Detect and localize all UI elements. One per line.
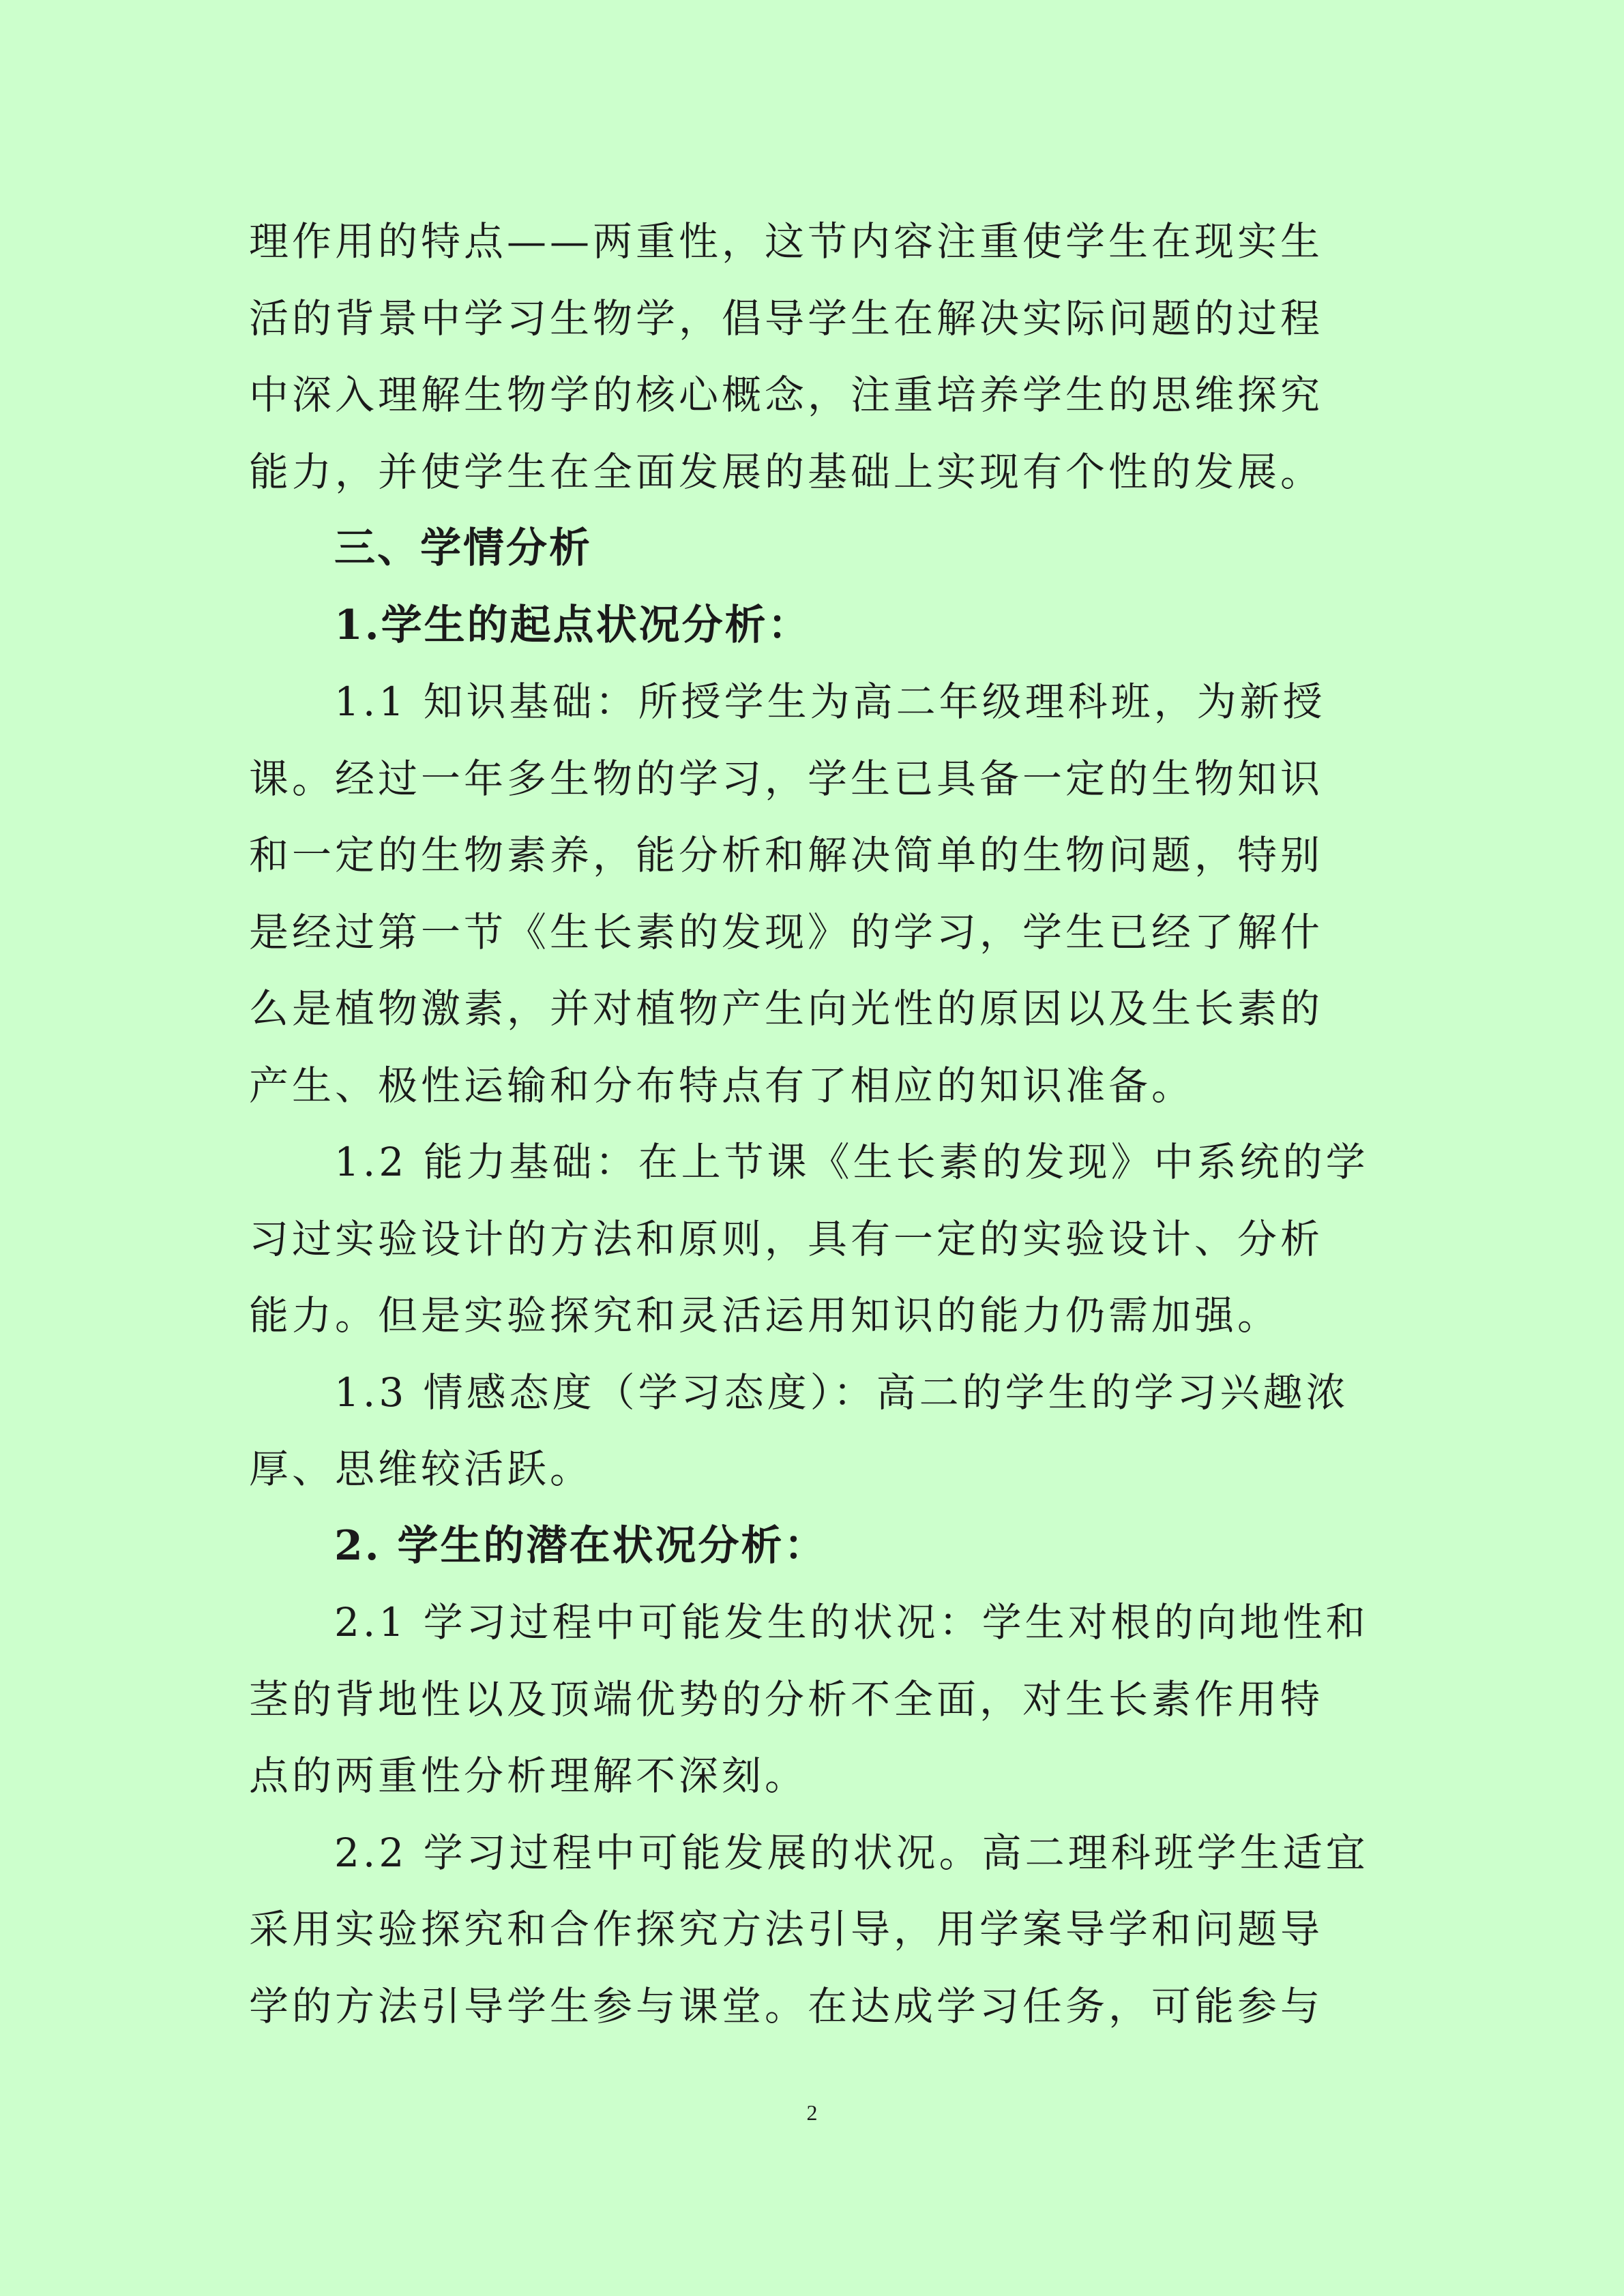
text-line: 习过实验设计的方法和原则，具有一定的实验设计、分析 bbox=[249, 1215, 1324, 1262]
paragraph-2-1 bbox=[249, 1584, 1368, 1815]
text-line: 厚、思维较活跃。 bbox=[249, 1446, 593, 1492]
text-line: 能力。但是实验探究和灵活运用知识的能力仍需加强。 bbox=[249, 1292, 1281, 1339]
text-line: 课。经过一年多生物的学习，学生已具备一定的生物知识 bbox=[249, 755, 1324, 802]
text-line: 2.1 学习过程中可能发生的状况：学生对根的向地性和 bbox=[334, 1599, 1369, 1645]
text-line: 产生、极性运输和分布特点有了相应的知识准备。 bbox=[249, 1062, 1195, 1109]
paragraph-1-1 bbox=[249, 664, 1368, 1124]
text-line: 采用实验探究和合作探究方法引导，用学案导学和问题导 bbox=[249, 1906, 1324, 1952]
document-body bbox=[249, 203, 1368, 2044]
text-line: 是经过第一节《生长素的发现》的学习，学生已经了解什 bbox=[249, 908, 1324, 955]
paragraph-1-2 bbox=[249, 1124, 1368, 1354]
text-line: 中深入理解生物学的核心概念，注重培养学生的思维探究 bbox=[249, 372, 1324, 418]
text-line: 点的两重性分析理解不深刻。 bbox=[249, 1753, 808, 1799]
text-line: 活的背景中学习生物学，倡导学生在解决实际问题的过程 bbox=[249, 295, 1324, 342]
text-line: 么是植物激素，并对植物产生向光性的原因以及生长素的 bbox=[249, 985, 1324, 1032]
text-line: 1.2 能力基础：在上节课《生长素的发现》中系统的学 bbox=[334, 1139, 1369, 1185]
text-line: 理作用的特点——两重性，这节内容注重使学生在现实生 bbox=[249, 218, 1324, 265]
text-line: 1.1 知识基础：所授学生为高二年级理科班，为新授 bbox=[334, 679, 1326, 725]
text-line: 2.2 学习过程中可能发展的状况。高二理科班学生适宜 bbox=[334, 1829, 1369, 1876]
text-line: 能力，并使学生在全面发展的基础上实现有个性的发展。 bbox=[249, 448, 1324, 495]
page-number: 2 bbox=[806, 2100, 818, 2125]
text-line: 和一定的生物素养，能分析和解决简单的生物问题，特别 bbox=[249, 832, 1324, 878]
intro-paragraph bbox=[249, 203, 1368, 510]
text-line: 1.3 情感态度（学习态度）：高二的学生的学习兴趣浓 bbox=[334, 1369, 1349, 1416]
subsection-heading-2: 2. 学生的潜在状况分析： bbox=[334, 1521, 827, 1570]
text-line: 茎的背地性以及顶端优势的分析不全面，对生长素作用特 bbox=[249, 1675, 1324, 1723]
text-line: 学的方法引导学生参与课堂。在达成学习任务，可能参与 bbox=[249, 1982, 1324, 2029]
section-heading: 三、学情分析 bbox=[334, 524, 592, 572]
paragraph-1-3 bbox=[249, 1354, 1368, 1508]
subsection-heading-1: 1.学生的起点状况分析： bbox=[334, 601, 811, 649]
paragraph-2-2 bbox=[249, 1815, 1368, 2045]
